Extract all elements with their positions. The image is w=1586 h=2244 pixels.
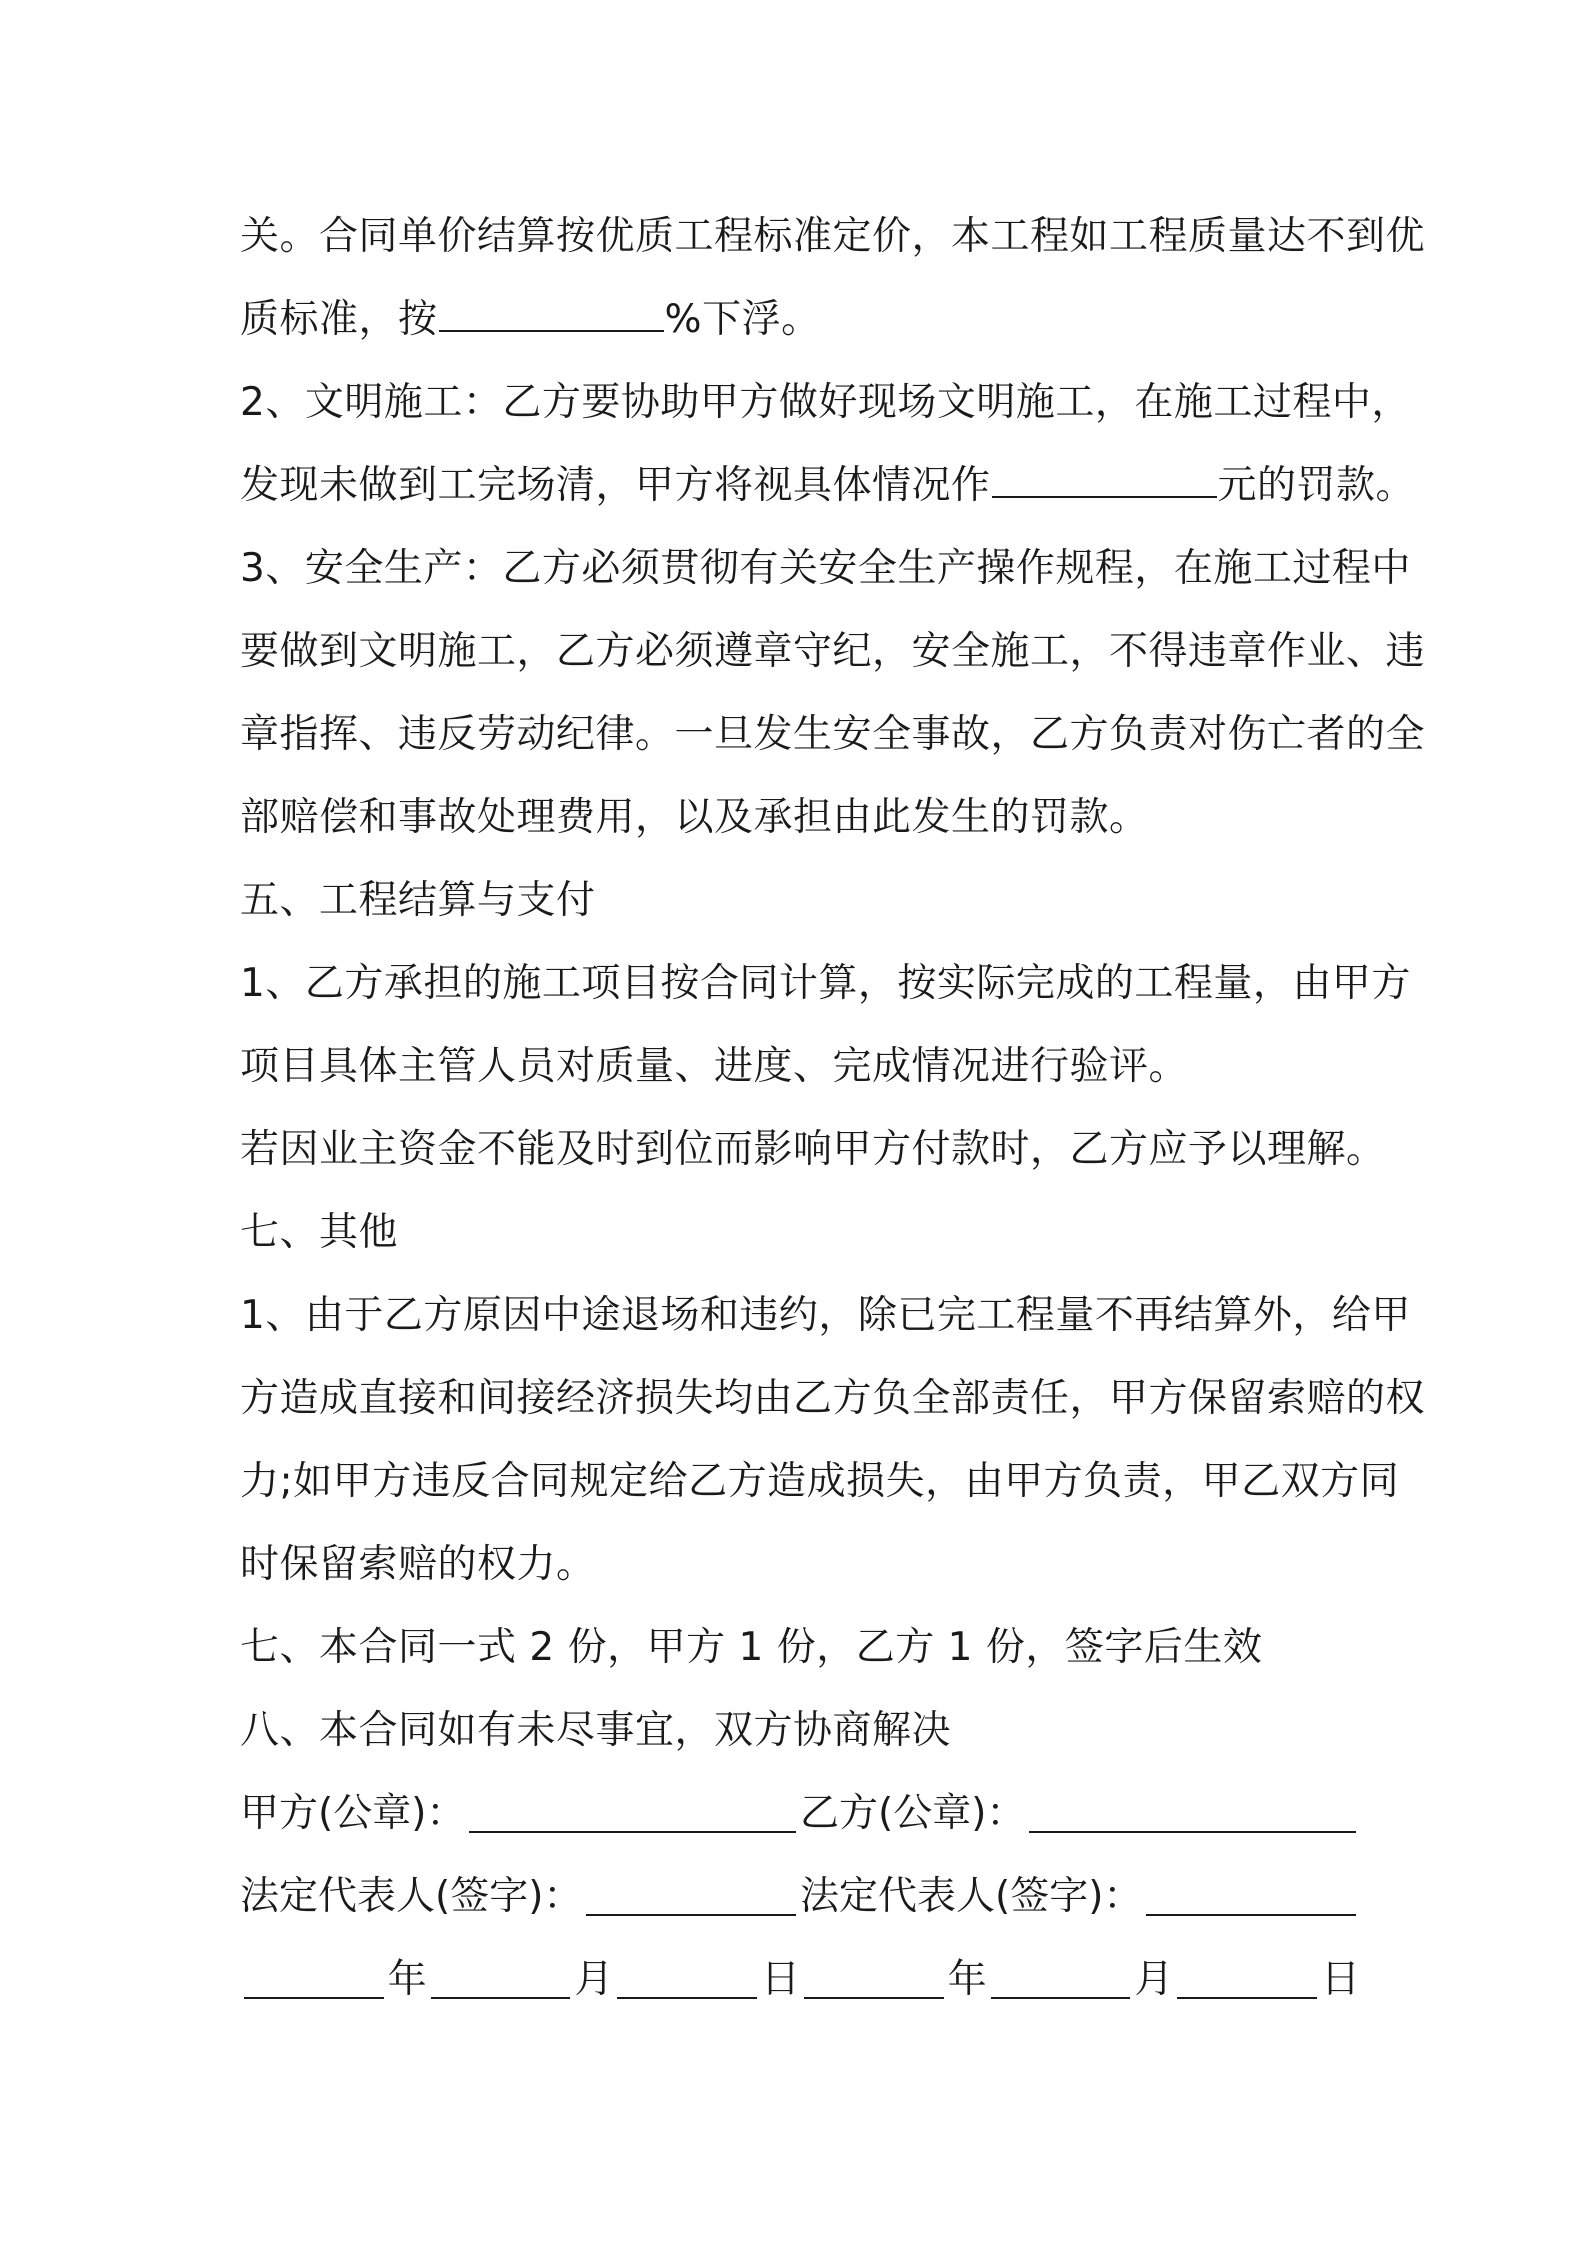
year-b-label: 年 [947, 1957, 987, 2002]
para-line: 章指挥、违反劳动纪律。一旦发生安全事故，乙方负责对伤亡者的全 [240, 712, 1426, 757]
month-b-blank [991, 1967, 1131, 1999]
seal-row [240, 1772, 1360, 1855]
para-line: 八、本合同如有未尽事宜，双方协商解决 [240, 1708, 952, 1753]
para-text: 质标准，按 [240, 297, 438, 342]
para-text: 发现未做到工完场清，甲方将视具体情况作 [240, 463, 991, 508]
para-line: 要做到文明施工，乙方必须遵章守纪，安全施工，不得违章作业、违 [240, 629, 1426, 674]
para-text: 元的罚款。 [1217, 463, 1416, 508]
party-a-seal-blank [469, 1801, 796, 1833]
penalty-amount-blank [992, 466, 1217, 498]
para-line: 方造成直接和间接经济损失均由乙方负全部责任，甲方保留索赔的权 [240, 1376, 1426, 1421]
para-line: 1、由于乙方原因中途退场和违约，除已完工程量不再结算外，给甲 [240, 1293, 1411, 1338]
day-a-blank [617, 1967, 757, 1999]
legal-rep-row [240, 1855, 1360, 1938]
legal-rep-b-blank [1146, 1884, 1356, 1916]
section-heading: 五、工程结算与支付 [240, 878, 596, 923]
percent-blank [439, 300, 664, 332]
para-line-with-blank [240, 444, 1416, 527]
para-line: 时保留索赔的权力。 [240, 1542, 596, 1587]
year-b-blank [804, 1967, 944, 1999]
para-line: 项目具体主管人员对质量、进度、完成情况进行验评。 [240, 1044, 1189, 1089]
para-line: 关。合同单价结算按优质工程标准定价，本工程如工程质量达不到优 [240, 214, 1426, 259]
party-a-seal-label: 甲方(公章)： [240, 1791, 466, 1836]
month-a-blank [431, 1967, 571, 1999]
para-line: 部赔偿和事故处理费用，以及承担由此发生的罚款。 [240, 795, 1149, 840]
para-line: 七、本合同一式 2 份，甲方 1 份，乙方 1 份，签字后生效 [240, 1625, 1263, 1670]
date-row [240, 1938, 1360, 2021]
para-line: 1、乙方承担的施工项目按合同计算，按实际完成的工程量，由甲方 [240, 961, 1411, 1006]
para-line: 3、安全生产：乙方必须贯彻有关安全生产操作规程，在施工过程中 [240, 546, 1411, 591]
para-line: 若因业主资金不能及时到位而影响甲方付款时，乙方应予以理解。 [240, 1127, 1386, 1172]
day-b-blank [1177, 1967, 1317, 1999]
month-b-label: 月 [1134, 1957, 1174, 2002]
year-a-label: 年 [387, 1957, 427, 2002]
month-a-label: 月 [574, 1957, 614, 2002]
year-a-blank [244, 1967, 384, 1999]
party-b-seal-blank [1029, 1801, 1356, 1833]
party-b-seal-label: 乙方(公章)： [800, 1791, 1026, 1836]
para-line: 2、文明施工：乙方要协助甲方做好现场文明施工，在施工过程中， [240, 380, 1411, 425]
para-text: %下浮。 [664, 297, 821, 342]
legal-rep-b-label: 法定代表人(签字)： [800, 1874, 1143, 1919]
legal-rep-a-label: 法定代表人(签字)： [240, 1874, 583, 1919]
contract-page [240, 195, 1426, 2021]
day-b-label: 日 [1321, 1957, 1361, 2002]
para-line-with-blank [240, 278, 1360, 361]
section-heading: 七、其他 [240, 1210, 399, 1255]
day-a-label: 日 [761, 1957, 801, 2002]
para-line: 力;如甲方违反合同规定给乙方造成损失，由甲方负责，甲乙双方同 [240, 1459, 1400, 1504]
legal-rep-a-blank [586, 1884, 796, 1916]
